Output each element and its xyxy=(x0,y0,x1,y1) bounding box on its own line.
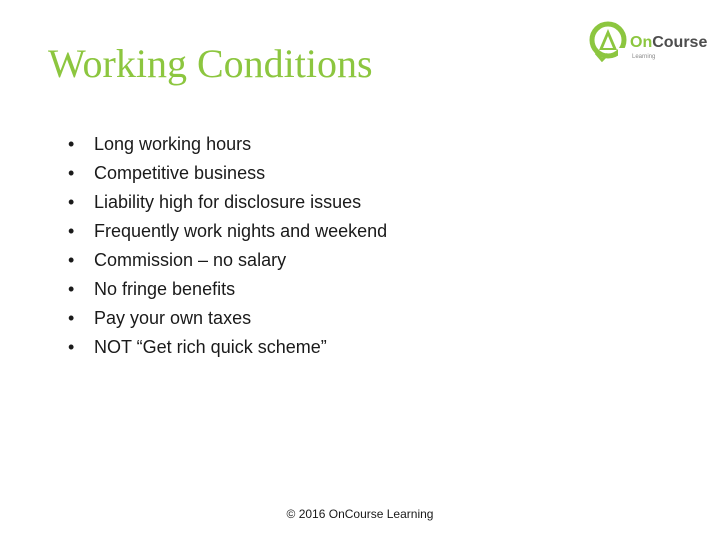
bullet-text: Pay your own taxes xyxy=(94,308,252,328)
bullet-marker: • xyxy=(68,134,75,154)
list-item xyxy=(68,186,387,215)
bullet-marker: • xyxy=(68,221,75,241)
slide-title: Working Conditions xyxy=(48,41,373,86)
logo-word-on: On xyxy=(630,34,653,51)
list-item xyxy=(68,157,387,186)
list-item xyxy=(68,215,387,244)
bullet-marker: • xyxy=(68,337,75,357)
bullet-text: Competitive business xyxy=(94,163,266,183)
bullet-list xyxy=(68,128,387,360)
bullet-text: Frequently work nights and weekend xyxy=(94,221,388,241)
bullet-text: Long working hours xyxy=(94,134,252,154)
bullet-marker: • xyxy=(68,163,75,183)
bullet-marker: • xyxy=(68,250,75,270)
footer-text: © 2016 OnCourse Learning xyxy=(286,507,434,521)
copyright-footer xyxy=(0,506,720,522)
list-item xyxy=(68,273,387,302)
oncourse-logo xyxy=(588,20,708,64)
bullet-text: No fringe benefits xyxy=(94,279,236,299)
logo-wordmark xyxy=(630,34,707,52)
bullet-text: Liability high for disclosure issues xyxy=(94,192,362,212)
logo-subtitle: Learning xyxy=(632,54,656,60)
bullet-marker: • xyxy=(68,279,75,299)
list-item xyxy=(68,331,387,360)
oncourse-logo-icon xyxy=(588,20,628,62)
logo-word-course: Course xyxy=(652,34,708,51)
list-item xyxy=(68,244,387,273)
bullet-text: NOT “Get rich quick scheme” xyxy=(94,337,327,357)
bullet-text: Commission – no salary xyxy=(94,250,287,270)
list-item xyxy=(68,128,387,157)
list-item xyxy=(68,302,387,331)
bullet-marker: • xyxy=(68,308,75,328)
bullet-marker: • xyxy=(68,192,75,212)
